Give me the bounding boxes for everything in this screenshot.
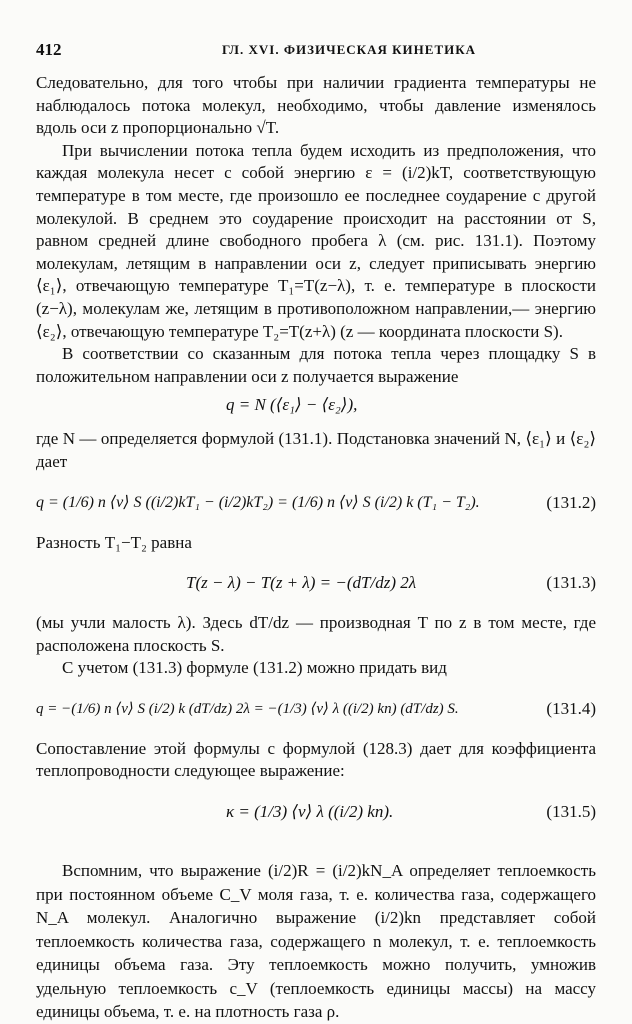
paragraph-9: Вспомним, что выражение (i/2)R = (i/2)kN_A определяет теплоемкость при постоянном объеме C_V моля газа, т. е. количества газа, содержащего N_A молекул. Аналогично выражение (i/2)kn представляет собой теплоемкость количества газа, содержащего n молекул, т. е. теплоемкость единицы объема газа. Эту теплоемкость можно получить, умножив удельную теплоемкость c_V (теплоемкость единицы массы) на массу единицы объема, т. е. на плотность газа ρ. [36, 861, 596, 1022]
equation-131-5-number: (131.5) [546, 802, 596, 822]
paragraph-3: В соответствии со сказанным для потока тепла через площадку S в положительном направлении оси z получается выражение [36, 344, 596, 386]
equation-131-2-number: (131.2) [546, 492, 596, 512]
equation-131-2-formula: q = (1/6) n ⟨v⟩ S ((i/2)kT₁ − (i/2)kT₂) = (1/6) n ⟨v⟩ S (i/2) k (T₁ − T₂). [36, 493, 480, 511]
equation-131-5 [36, 791, 596, 833]
equation-1 [36, 394, 596, 418]
page-header [36, 38, 596, 62]
equation-131-2 [36, 482, 596, 524]
equation-1-formula: q = N (⟨ε₁⟩ − ⟨ε₂⟩), [226, 395, 358, 415]
paragraph-1: Следовательно, для того чтобы при наличии градиента температуры не наблюдалось потока молекул, необходимо, чтобы давление изменялось вдоль оси z пропорционально √T. [36, 73, 596, 138]
page-number: 412 [36, 40, 62, 59]
paragraph-8: Сопоставление этой формулы с формулой (128.3) дает для коэффициента теплопроводности следующее выражение: [36, 738, 596, 781]
paragraph-7: С учетом (131.3) формуле (131.2) можно придать вид [62, 658, 447, 678]
equation-131-4-number: (131.4) [546, 698, 596, 718]
equation-131-5-formula: κ = (1/3) ⟨v⟩ λ ((i/2) kn). [226, 802, 394, 822]
equation-131-4 [36, 688, 596, 730]
paragraph-5: Разность T₁−T₂ равна [36, 532, 192, 552]
equation-131-3 [36, 562, 596, 604]
paragraph-4: где N — определяется формулой (131.1). Подстановка значений N, ⟨ε₁⟩ и ⟨ε₂⟩ дает [36, 429, 596, 471]
equation-131-3-number: (131.3) [546, 573, 596, 593]
equation-131-4-formula: q = −(1/6) n ⟨v⟩ S (i/2) k (dT/dz) 2λ = −(1/3) ⟨v⟩ λ ((i/2) kn) (dT/dz) S. [36, 700, 459, 717]
page-body [36, 72, 596, 1024]
paragraph-6: (мы учли малость λ). Здесь dT/dz — производная T по z в том месте, где расположена плоскость S. [36, 613, 596, 655]
running-title: ГЛ. XVI. ФИЗИЧЕСКАЯ КИНЕТИКА [222, 42, 477, 57]
equation-131-3-formula: T(z − λ) − T(z + λ) = −(dT/dz) 2λ [186, 573, 417, 593]
paragraph-2: При вычислении потока тепла будем исходить из предположения, что каждая молекула несет с собой энергию ε = (i/2)kT, соответствующую температуре в том месте, где произошло ее последнее соударение с другой молекулой. В среднем это соударение происходит на расстоянии от S, равном средней длине свободного пробега λ (см. рис. 131.1). Поэтому молекулам, летящим в направлении оси z, следует приписывать энергию ⟨ε₁⟩, отвечающую температуре T₁=T(z−λ), т. е. температуре в плоскости (z−λ), молекулам же, летящим в противоположном направлении,— энергию ⟨ε₂⟩, отвечающую температуре T₂=T(z+λ) (z — координата плоскости S). [36, 140, 596, 341]
